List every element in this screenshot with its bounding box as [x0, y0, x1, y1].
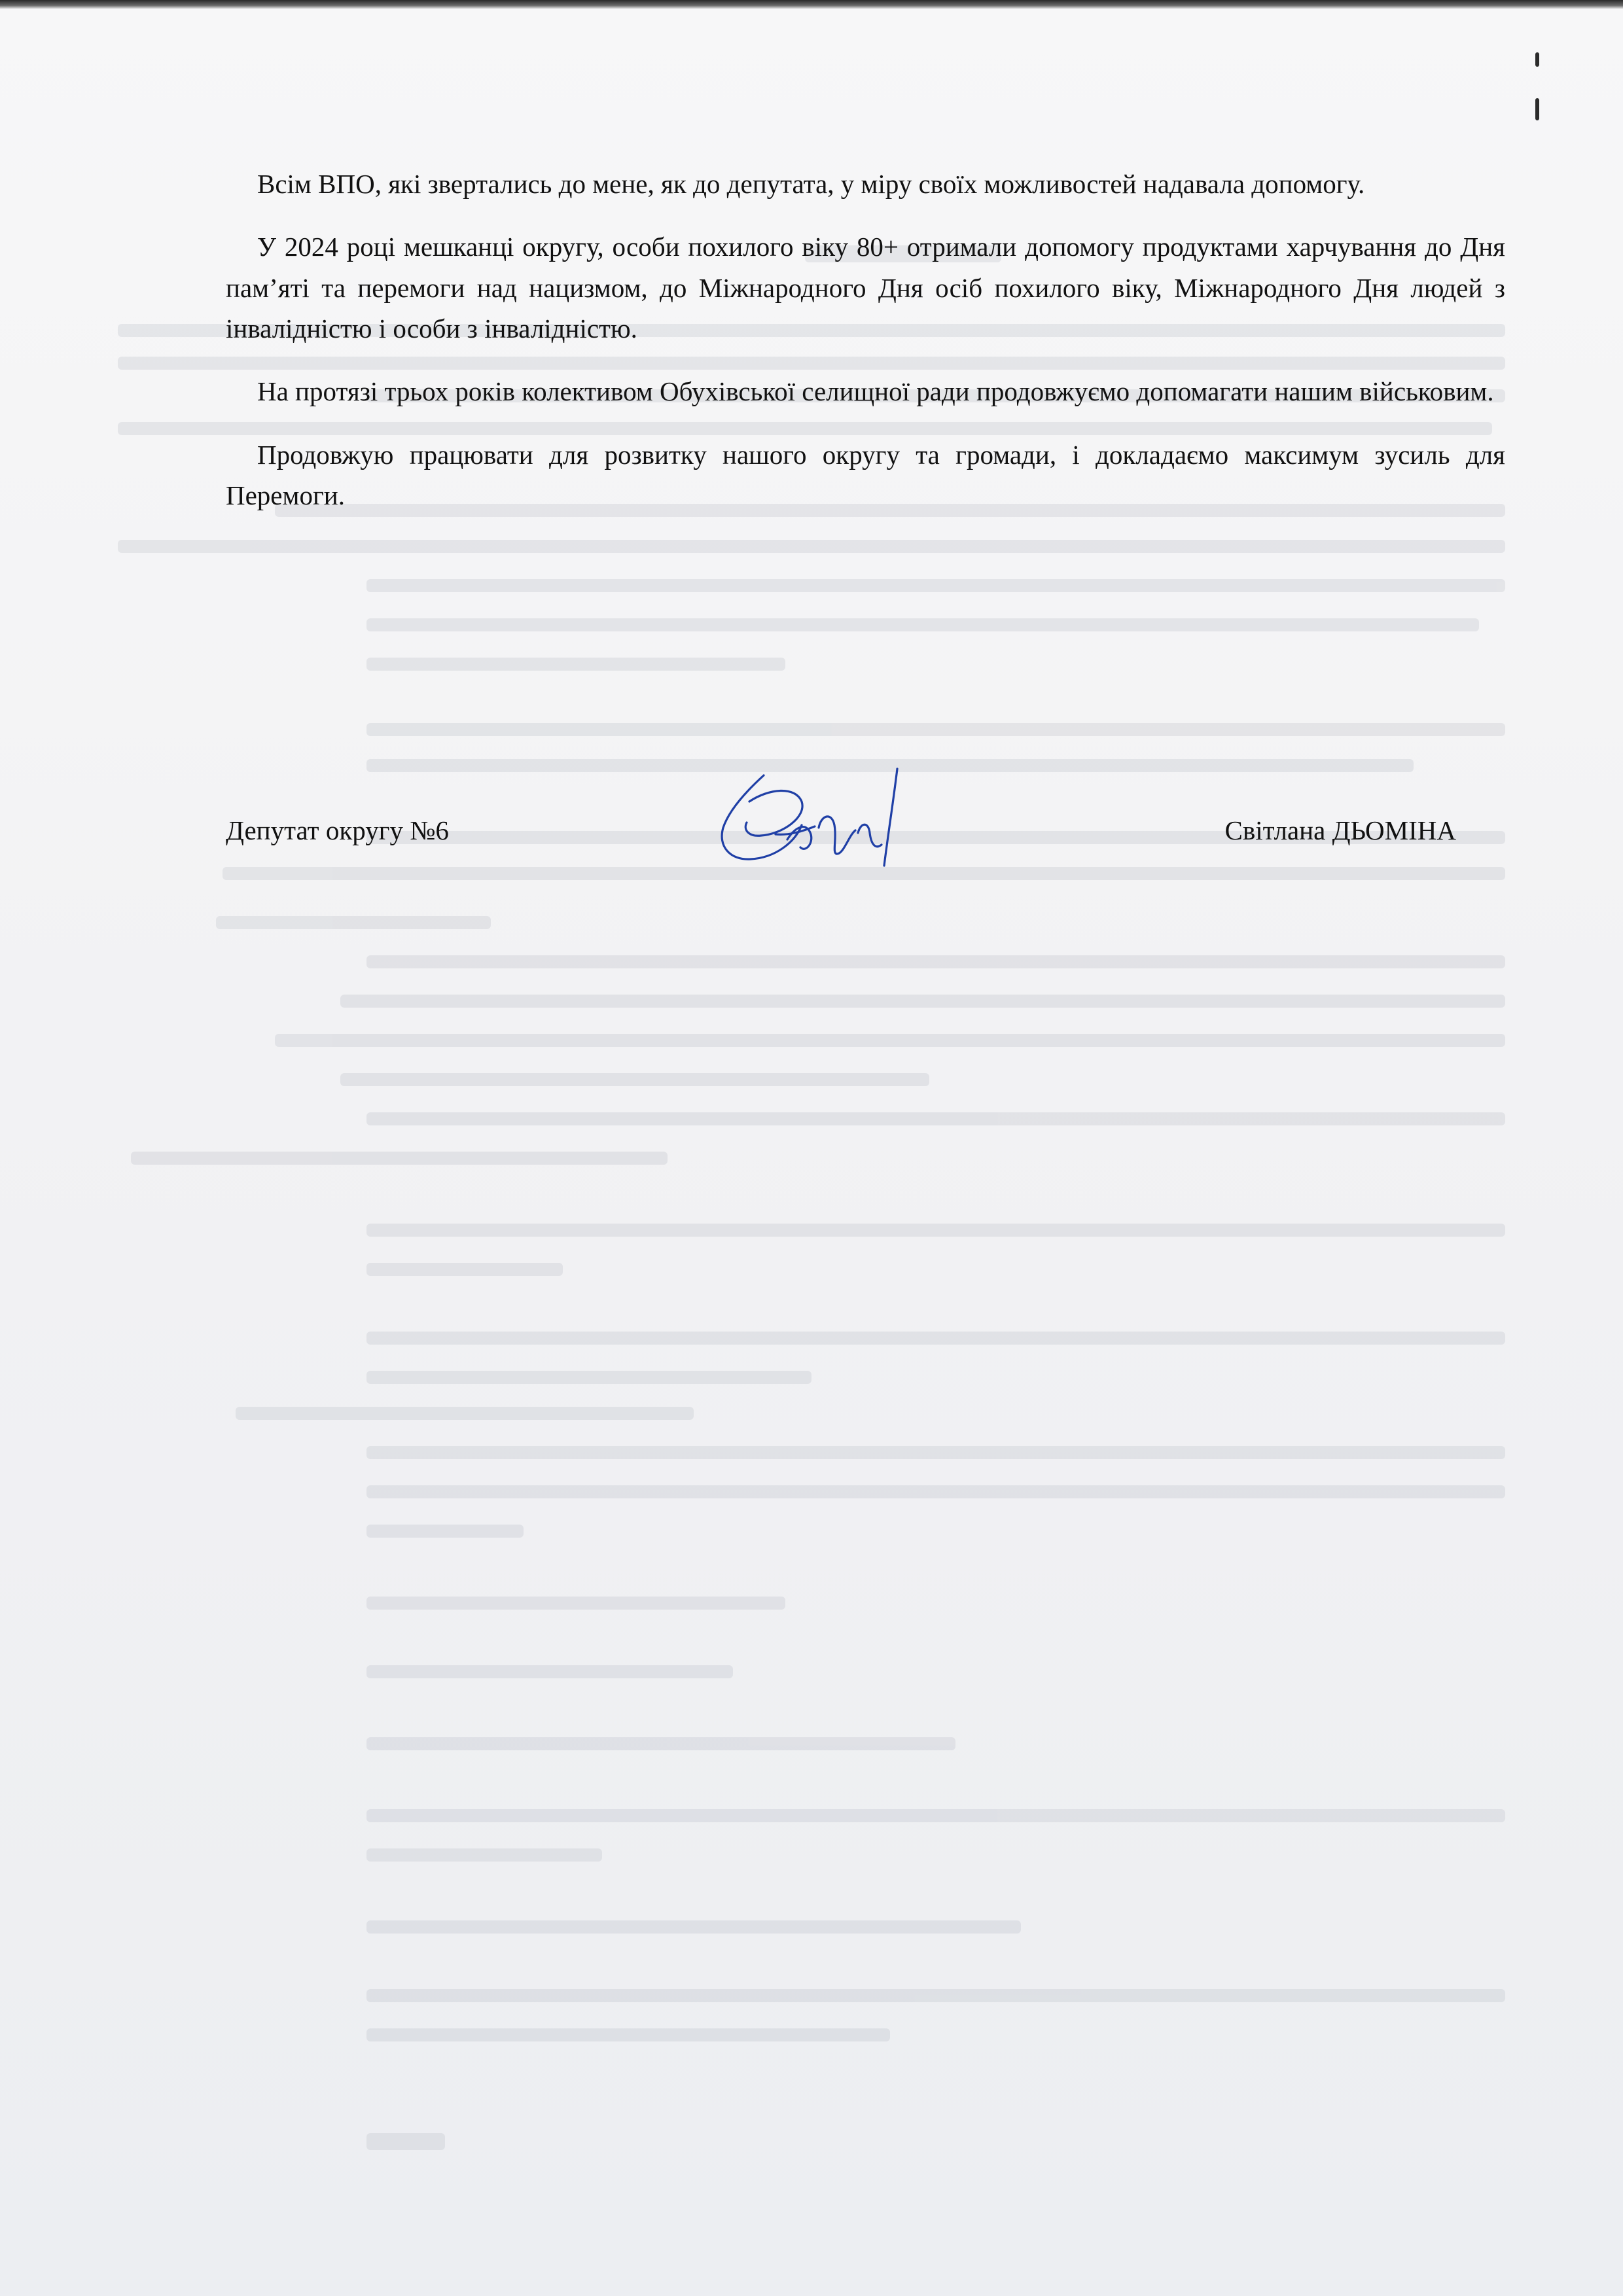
- paragraph: На протязі трьох років колективом Обухівської селищної ради продовжуємо допомагати нашим військовим.: [257, 376, 1494, 407]
- paragraph: Продовжую працювати для розвитку нашого округу та громади, і докладаємо максимум зусиль для Перемоги.: [226, 439, 1505, 510]
- punch-mark: [1535, 52, 1539, 67]
- signatory-name: Світлана ДЬОМІНА: [1224, 815, 1456, 845]
- punch-mark: [1535, 98, 1539, 120]
- paragraph: Всім ВПО, які звертались до мене, як до депутата, у міру своїх можливостей надавала допомогу.: [257, 169, 1365, 199]
- scan-top-edge: [0, 0, 1623, 9]
- handwritten-signature: [704, 762, 919, 874]
- document-body: [226, 164, 1505, 538]
- signature-block: [226, 769, 1456, 867]
- paragraph: У 2024 році мешканці округу, особи похилого віку 80+ отримали допомогу продуктами харчування до Дня пам’яті та перемоги над нацизмом, до Міжнародного Дня осіб похилого віку, Міжнародного Дня людей з інвалідністю і особи з інвалідністю.: [226, 232, 1505, 344]
- signature-label: Депутат округу №6: [226, 815, 449, 845]
